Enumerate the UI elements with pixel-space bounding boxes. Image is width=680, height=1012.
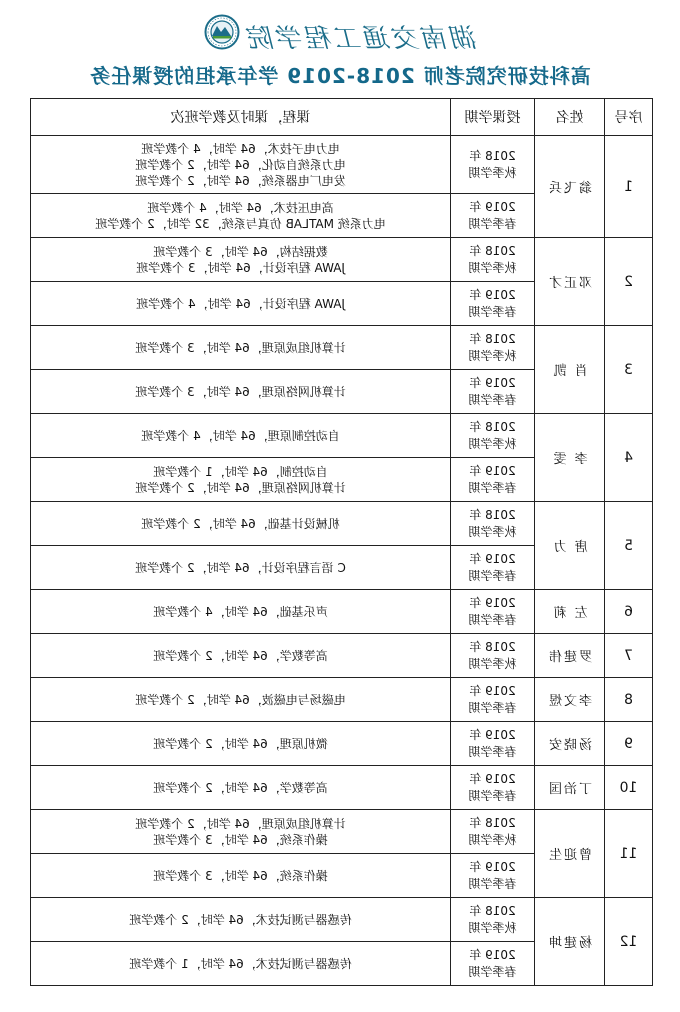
course-line: 电力电子技术，64 学时，4 个教学班 (141, 141, 340, 156)
cell-term (451, 414, 535, 458)
course-line: 传感器与测试技术，64 学时，2 个教学班 (129, 912, 352, 927)
cell-term (451, 810, 535, 854)
course-line: 发电厂电器系统，64 学时，2 个教学班 (135, 173, 346, 188)
cell-term (451, 136, 535, 194)
course-line: C 语言程序设计，64 学时，2 个教学班 (135, 560, 346, 575)
course-line: 传感器与测试技术，64 学时，1 个教学班 (129, 956, 352, 971)
cell-teacher-name: 罗建伟 (535, 634, 605, 678)
course-line: 操作系统，64 学时，3 个教学班 (153, 868, 328, 883)
term-line: 2019 年 (469, 595, 516, 610)
term-line: 秋季学期 (468, 524, 517, 539)
term-line: 2019 年 (469, 859, 516, 874)
term-line: 秋季学期 (468, 436, 517, 451)
cell-seq: 12 (605, 898, 653, 986)
cell-courses (31, 546, 451, 590)
cell-seq: 11 (605, 810, 653, 898)
document-title: 高科技研究院老师 2018-2019 学年承担的授课任务 (89, 64, 591, 88)
table-row (31, 634, 653, 678)
course-line: 声乐基础，64 学时，4 个教学班 (153, 604, 328, 619)
teaching-task-table (30, 98, 653, 986)
header-term: 授课学期 (451, 99, 535, 136)
course-line: JAWA 程序设计，64 学时，4 个教学班 (136, 296, 345, 311)
cell-term (451, 766, 535, 810)
term-line: 2019 年 (469, 727, 516, 742)
term-line: 春季学期 (468, 612, 517, 627)
header-course: 课程，课时及教学班次 (31, 99, 451, 136)
cell-courses (31, 634, 451, 678)
cell-courses (31, 942, 451, 986)
cell-courses (31, 854, 451, 898)
cell-courses (31, 502, 451, 546)
term-line: 秋季学期 (468, 656, 517, 671)
cell-courses (31, 898, 451, 942)
course-line: 机械设计基础，64 学时，2 个教学班 (141, 516, 340, 531)
cell-teacher-name: 肖 凯 (535, 326, 605, 414)
cell-teacher-name: 邓正才 (535, 238, 605, 326)
cell-seq: 10 (605, 766, 653, 810)
table-row (31, 766, 653, 810)
term-line: 秋季学期 (468, 348, 517, 363)
cell-courses (31, 722, 451, 766)
cell-term (451, 238, 535, 282)
cell-seq: 5 (605, 502, 653, 590)
header-name: 姓名 (535, 99, 605, 136)
cell-term (451, 546, 535, 590)
table-row (31, 238, 653, 282)
term-line: 2019 年 (469, 771, 516, 786)
term-line: 2018 年 (469, 148, 516, 163)
cell-seq: 4 (605, 414, 653, 502)
cell-term (451, 282, 535, 326)
course-line: 自动控制原理，64 学时，4 个教学班 (141, 428, 340, 443)
term-line: 2018 年 (469, 903, 516, 918)
cell-courses (31, 678, 451, 722)
course-line: 电力系统 MATLAB 仿真与系统，32 学时，2 个教学班 (95, 216, 386, 231)
cell-teacher-name: 李文煜 (535, 678, 605, 722)
cell-seq: 8 (605, 678, 653, 722)
cell-term (451, 326, 535, 370)
term-line: 春季学期 (468, 964, 517, 979)
school-emblem-icon (204, 14, 240, 50)
course-line: 计算机网络原理，64 学时，2 个教学班 (135, 480, 346, 495)
cell-term (451, 898, 535, 942)
term-line: 2018 年 (469, 419, 516, 434)
table-row (31, 678, 653, 722)
term-line: 2018 年 (469, 243, 516, 258)
table-row (31, 414, 653, 458)
cell-courses (31, 458, 451, 502)
course-line: 计算机网络原理，64 学时，3 个教学班 (135, 384, 346, 399)
term-line: 春季学期 (468, 876, 517, 891)
term-line: 春季学期 (468, 744, 517, 759)
course-line: JAWA 程序设计，64 学时，3 个教学班 (136, 260, 345, 275)
course-line: 操作系统，64 学时，3 个教学班 (153, 832, 328, 847)
cell-teacher-name: 杨建坤 (535, 898, 605, 986)
term-line: 2018 年 (469, 639, 516, 654)
course-line: 自动控制，64 学时，1 个教学班 (153, 464, 328, 479)
term-line: 秋季学期 (468, 165, 517, 180)
cell-courses (31, 326, 451, 370)
cell-seq: 3 (605, 326, 653, 414)
cell-term (451, 590, 535, 634)
cell-teacher-name: 曾迎生 (535, 810, 605, 898)
cell-teacher-name: 汤晓安 (535, 722, 605, 766)
cell-seq: 7 (605, 634, 653, 678)
table-row (31, 502, 653, 546)
cell-courses (31, 194, 451, 238)
table-header-row (31, 99, 653, 136)
table-row (31, 590, 653, 634)
term-line: 2018 年 (469, 815, 516, 830)
cell-courses (31, 810, 451, 854)
course-line: 计算机组成原理，64 学时，3 个教学班 (135, 340, 346, 355)
cell-teacher-name: 唐 力 (535, 502, 605, 590)
cell-term (451, 502, 535, 546)
term-line: 2019 年 (469, 463, 516, 478)
term-line: 春季学期 (468, 788, 517, 803)
cell-courses (31, 370, 451, 414)
cell-courses (31, 766, 451, 810)
header-seq: 序号 (605, 99, 653, 136)
table-row (31, 136, 653, 194)
document-header (0, 0, 680, 95)
cell-term (451, 678, 535, 722)
term-line: 春季学期 (468, 568, 517, 583)
cell-seq: 1 (605, 136, 653, 238)
term-line: 2019 年 (469, 551, 516, 566)
table-row (31, 722, 653, 766)
cell-seq: 2 (605, 238, 653, 326)
course-line: 微机原理，64 学时，2 个教学班 (153, 736, 328, 751)
cell-courses (31, 282, 451, 326)
term-line: 2019 年 (469, 375, 516, 390)
term-line: 春季学期 (468, 480, 517, 495)
term-line: 春季学期 (468, 304, 517, 319)
cell-term (451, 194, 535, 238)
term-line: 秋季学期 (468, 832, 517, 847)
term-line: 2019 年 (469, 683, 516, 698)
cell-courses (31, 238, 451, 282)
term-line: 春季学期 (468, 392, 517, 407)
course-line: 电力系统自动化，64 学时，2 个教学班 (135, 157, 346, 172)
course-line: 高等数学，64 学时，2 个教学班 (153, 648, 328, 663)
cell-term (451, 370, 535, 414)
cell-term (451, 722, 535, 766)
term-line: 2019 年 (469, 287, 516, 302)
cell-teacher-name: 翁飞兵 (535, 136, 605, 238)
course-line: 数据结构，64 学时，3 个教学班 (153, 244, 328, 259)
term-line: 2019 年 (469, 947, 516, 962)
cell-courses (31, 414, 451, 458)
cell-term (451, 942, 535, 986)
course-line: 高等数学，64 学时，2 个教学班 (153, 780, 328, 795)
cell-seq: 6 (605, 590, 653, 634)
cell-teacher-name: 丁治国 (535, 766, 605, 810)
cell-courses (31, 136, 451, 194)
term-line: 2019 年 (469, 199, 516, 214)
school-name: 湖南交通工程学院 (246, 24, 479, 54)
table-body (31, 136, 653, 986)
cell-teacher-name: 左 莉 (535, 590, 605, 634)
term-line: 2018 年 (469, 507, 516, 522)
term-line: 秋季学期 (468, 260, 517, 275)
term-line: 2018 年 (469, 331, 516, 346)
table-row (31, 898, 653, 942)
cell-teacher-name: 李 雯 (535, 414, 605, 502)
table-row (31, 810, 653, 854)
school-logo-row (200, 12, 480, 56)
course-line: 高电压技术，64 学时，4 个教学班 (147, 200, 334, 215)
cell-term (451, 458, 535, 502)
term-line: 秋季学期 (468, 920, 517, 935)
table-row (31, 326, 653, 370)
term-line: 春季学期 (468, 700, 517, 715)
course-line: 计算机组成原理，64 学时，2 个教学班 (135, 816, 346, 831)
course-line: 电磁场与电磁波，64 学时，2 个教学班 (135, 692, 346, 707)
cell-term (451, 634, 535, 678)
cell-courses (31, 590, 451, 634)
cell-seq: 9 (605, 722, 653, 766)
term-line: 春季学期 (468, 216, 517, 231)
cell-term (451, 854, 535, 898)
